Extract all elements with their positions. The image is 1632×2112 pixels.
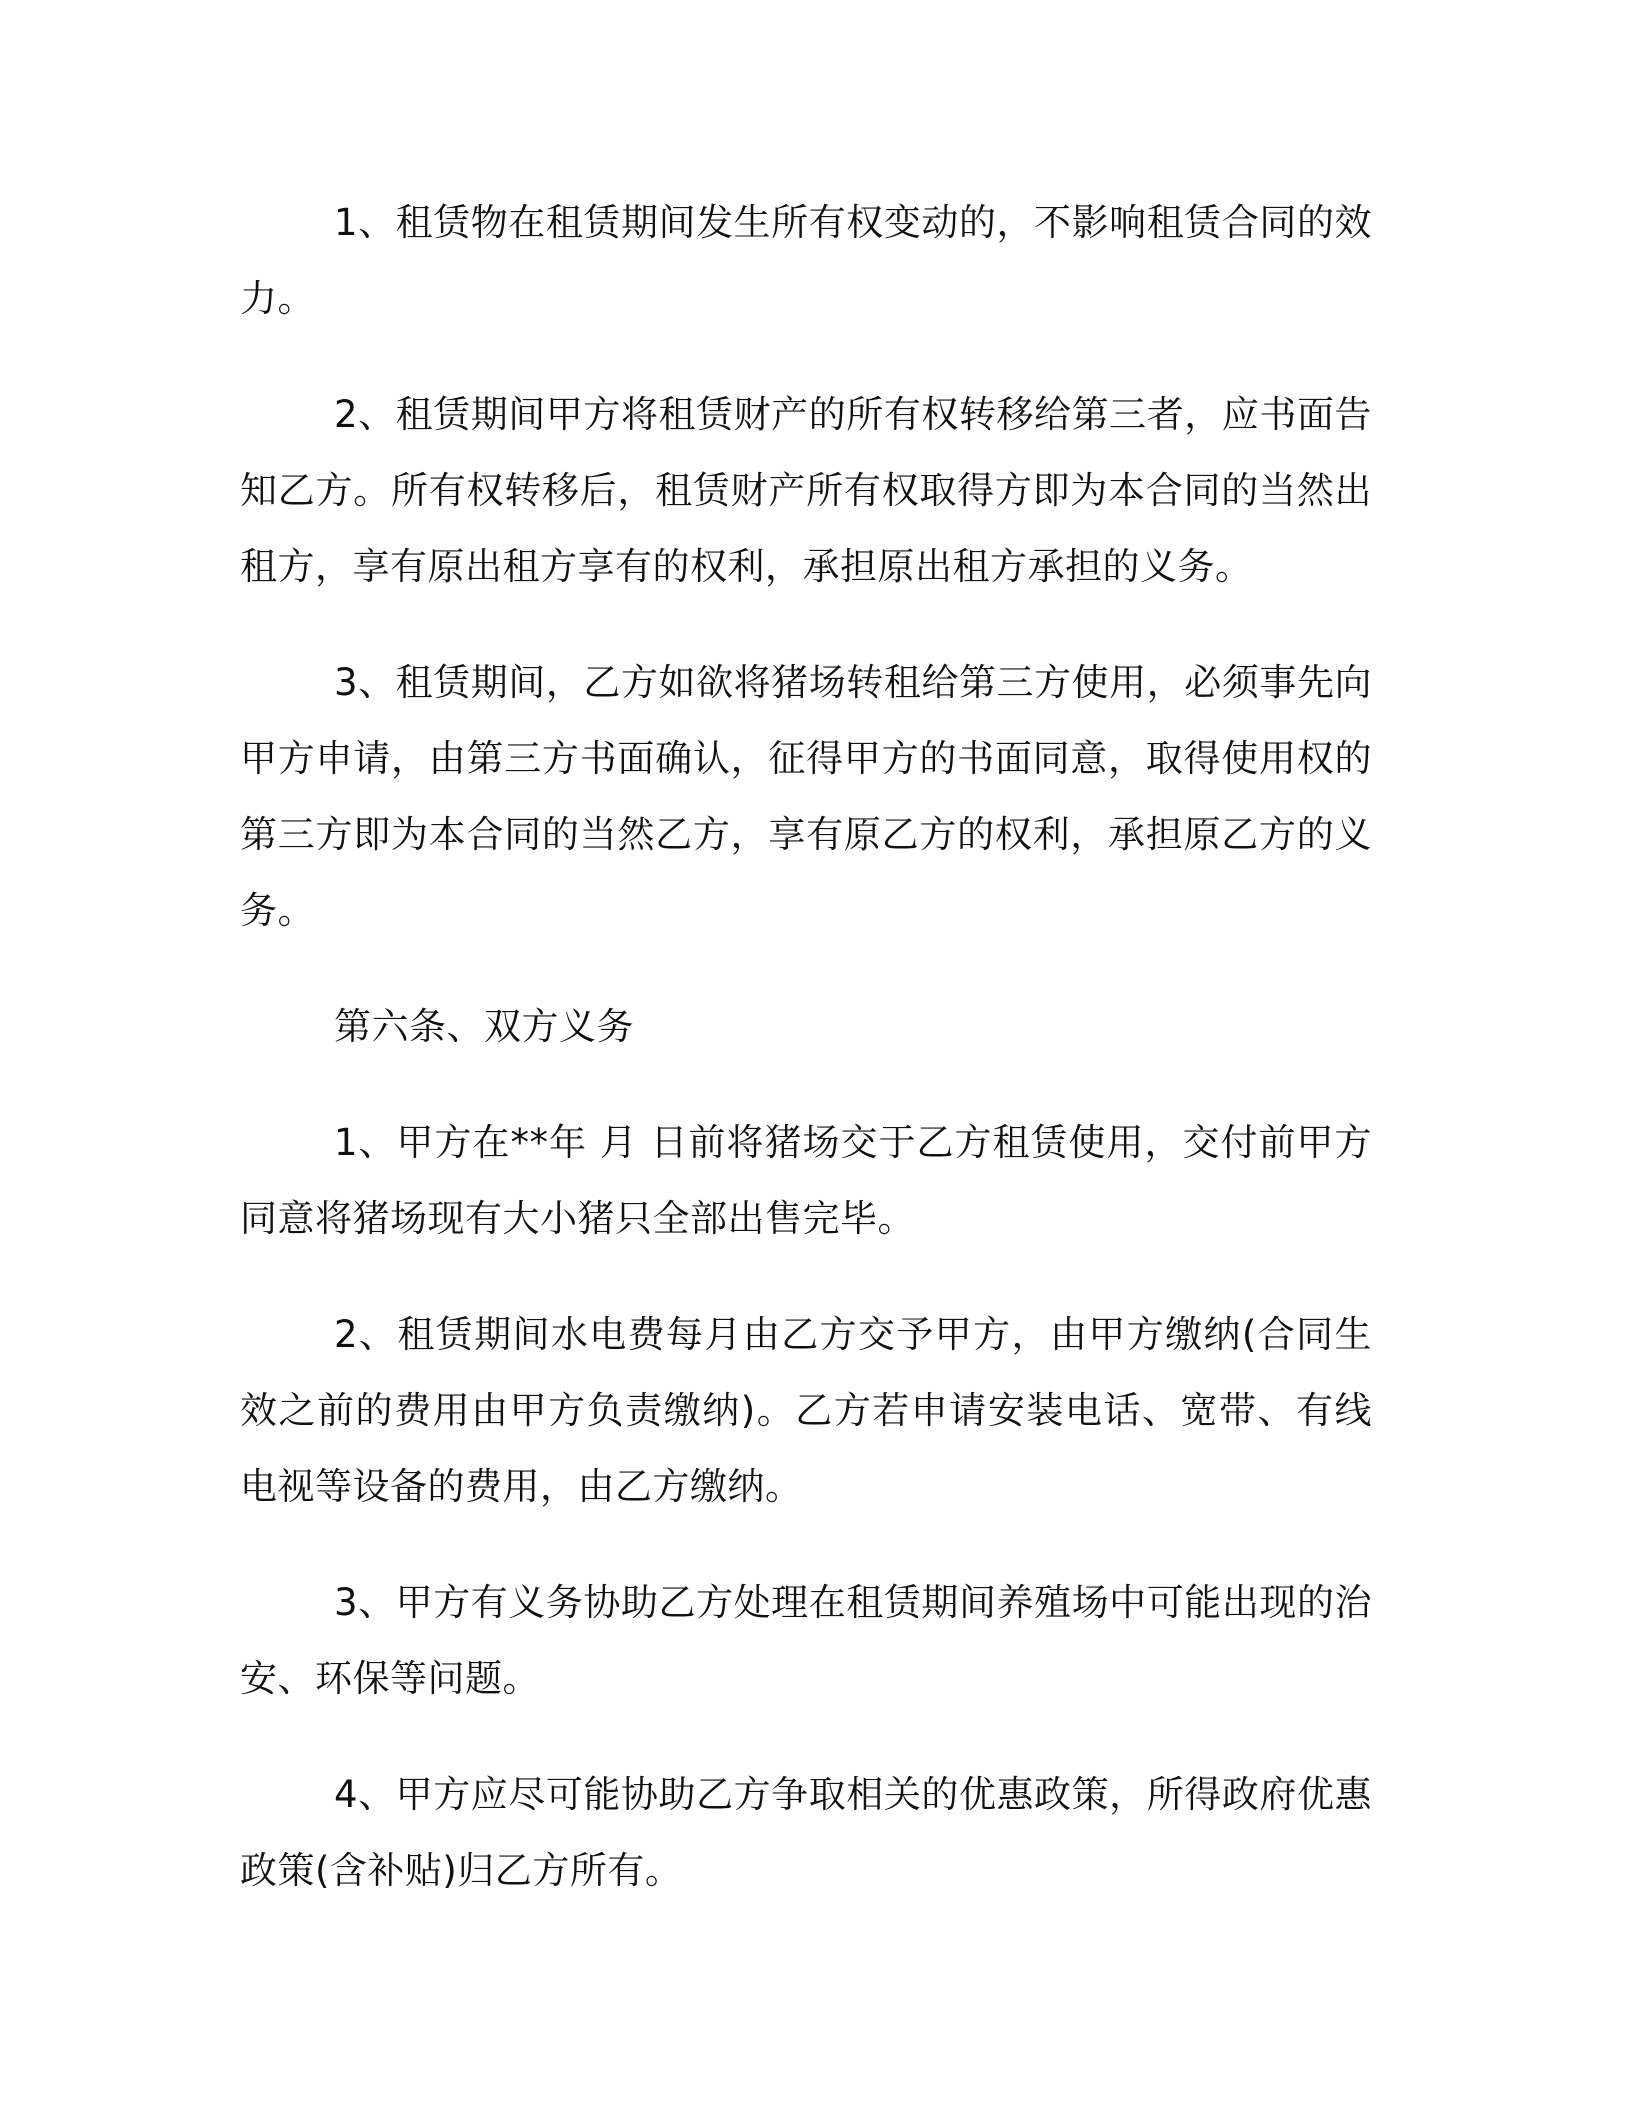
document-body: [240, 185, 1372, 1949]
clause-paragraph: 1、租赁物在租赁期间发生所有权变动的，不影响租赁合同的效力。: [240, 201, 1372, 320]
clause-paragraph: 3、租赁期间，乙方如欲将猪场转租给第三方使用，必须事先向甲方申请，由第三方书面确认，征得甲方的书面同意，取得使用权的第三方即为本合同的当然乙方，享有原乙方的权利，承担原乙方的义务。: [240, 661, 1372, 932]
section-heading: 第六条、双方义务: [334, 1005, 634, 1048]
obligation-paragraph: 1、甲方在**年 月 日前将猪场交于乙方租赁使用，交付前甲方同意将猪场现有大小猪只全部出售完毕。: [240, 1121, 1372, 1240]
clause-paragraph: 2、租赁期间甲方将租赁财产的所有权转移给第三者，应书面告知乙方。所有权转移后，租赁财产所有权取得方即为本合同的当然出租方，享有原出租方享有的权利，承担原出租方承担的义务。: [240, 393, 1372, 588]
obligation-paragraph: 4、甲方应尽可能协助乙方争取相关的优惠政策，所得政府优惠政策(含补贴)归乙方所有。: [240, 1773, 1372, 1892]
obligation-paragraph: 2、租赁期间水电费每月由乙方交予甲方，由甲方缴纳(合同生效之前的费用由甲方负责缴纳)。乙方若申请安装电话、宽带、有线电视等设备的费用，由乙方缴纳。: [240, 1313, 1372, 1508]
obligation-paragraph: 3、甲方有义务协助乙方处理在租赁期间养殖场中可能出现的治安、环保等问题。: [240, 1581, 1372, 1700]
